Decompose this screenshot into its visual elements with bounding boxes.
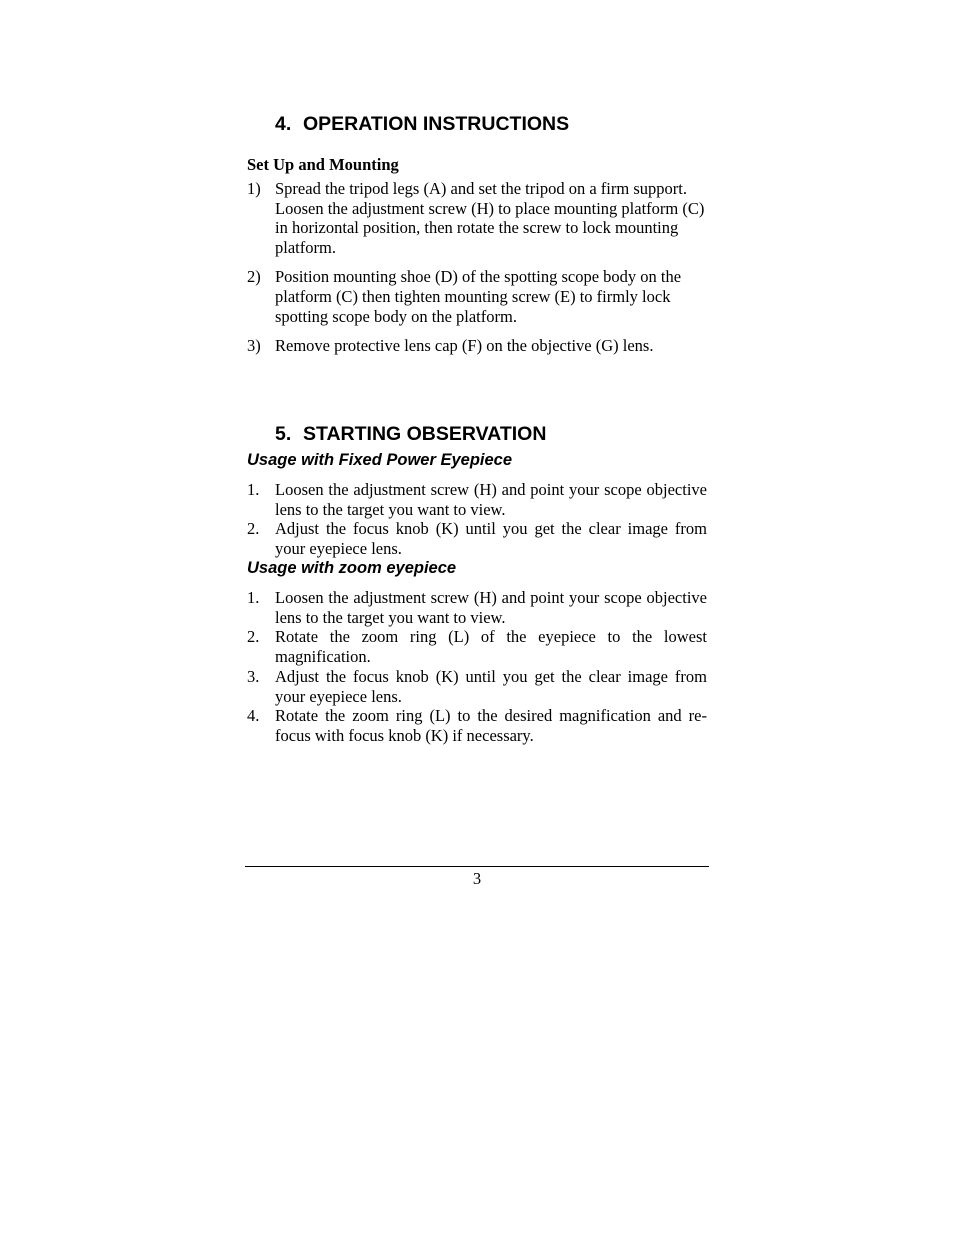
section-5-heading (275, 422, 546, 446)
list-item (247, 336, 707, 356)
list-marker: 1. (247, 480, 260, 499)
list-item (247, 667, 707, 706)
list-item (247, 706, 707, 745)
list-marker: 3. (247, 666, 260, 686)
list-marker: 1) (247, 179, 261, 198)
list-item (247, 480, 707, 519)
list-item (247, 627, 707, 666)
list-marker: 4. (247, 706, 260, 726)
list-marker: 2) (247, 267, 261, 287)
list-item (247, 519, 707, 558)
section-4-heading (275, 112, 569, 136)
list-text: Rotate the zoom ring (L) to the desired magnification and re-focus with focus knob (K) if necessary. (275, 706, 707, 745)
list-text: Loosen the adjustment screw (H) and point your scope objective lens to the target you want to view. (275, 588, 707, 627)
fixed-eyepiece-subheading: Usage with Fixed Power Eyepiece (247, 451, 513, 469)
section-4-number: 4. (275, 113, 292, 135)
zoom-eyepiece-subheading: Usage with zoom eyepiece (247, 559, 457, 577)
setup-mounting-subheading: Set Up and Mounting (247, 155, 399, 174)
list-text: Loosen the adjustment screw (H) and point your scope objective lens to the target you want to view. (275, 480, 707, 519)
list-text: Adjust the focus knob (K) until you get the clear image from your eyepiece lens. (275, 666, 707, 706)
section-4-title: OPERATION INSTRUCTIONS (303, 113, 570, 135)
zoom-eyepiece-steps-list (247, 588, 707, 746)
list-text: Adjust the focus knob (K) until you get the clear image from your eyepiece lens. (275, 519, 707, 559)
section-5-title: STARTING OBSERVATION (303, 423, 547, 445)
section-5-number: 5. (275, 423, 292, 445)
list-marker: 3) (247, 335, 261, 355)
list-marker: 1. (247, 588, 260, 607)
list-text: Rotate the zoom ring (L) of the eyepiece to the lowest magnification. (275, 627, 707, 667)
setup-steps-list (247, 179, 707, 365)
list-item (247, 179, 707, 258)
list-marker: 2. (247, 627, 260, 647)
list-item (247, 267, 707, 326)
list-text: Spread the tripod legs (A) and set the tripod on a firm support. Loosen the adjustment screw (H) to place mounting platform (C) in horizontal position, then rotate the screw to lock mounting platform. (275, 179, 705, 258)
footer-divider (245, 866, 709, 867)
fixed-eyepiece-steps-list (247, 480, 707, 559)
list-marker: 2. (247, 519, 260, 539)
list-text: Remove protective lens cap (F) on the objective (G) lens. (275, 335, 654, 355)
list-text: Position mounting shoe (D) of the spotting scope body on the platform (C) then tighten mounting screw (E) to firmly lock spotting scope body on the platform. (275, 267, 682, 326)
list-item (247, 588, 707, 627)
page-number: 3 (472, 869, 482, 888)
